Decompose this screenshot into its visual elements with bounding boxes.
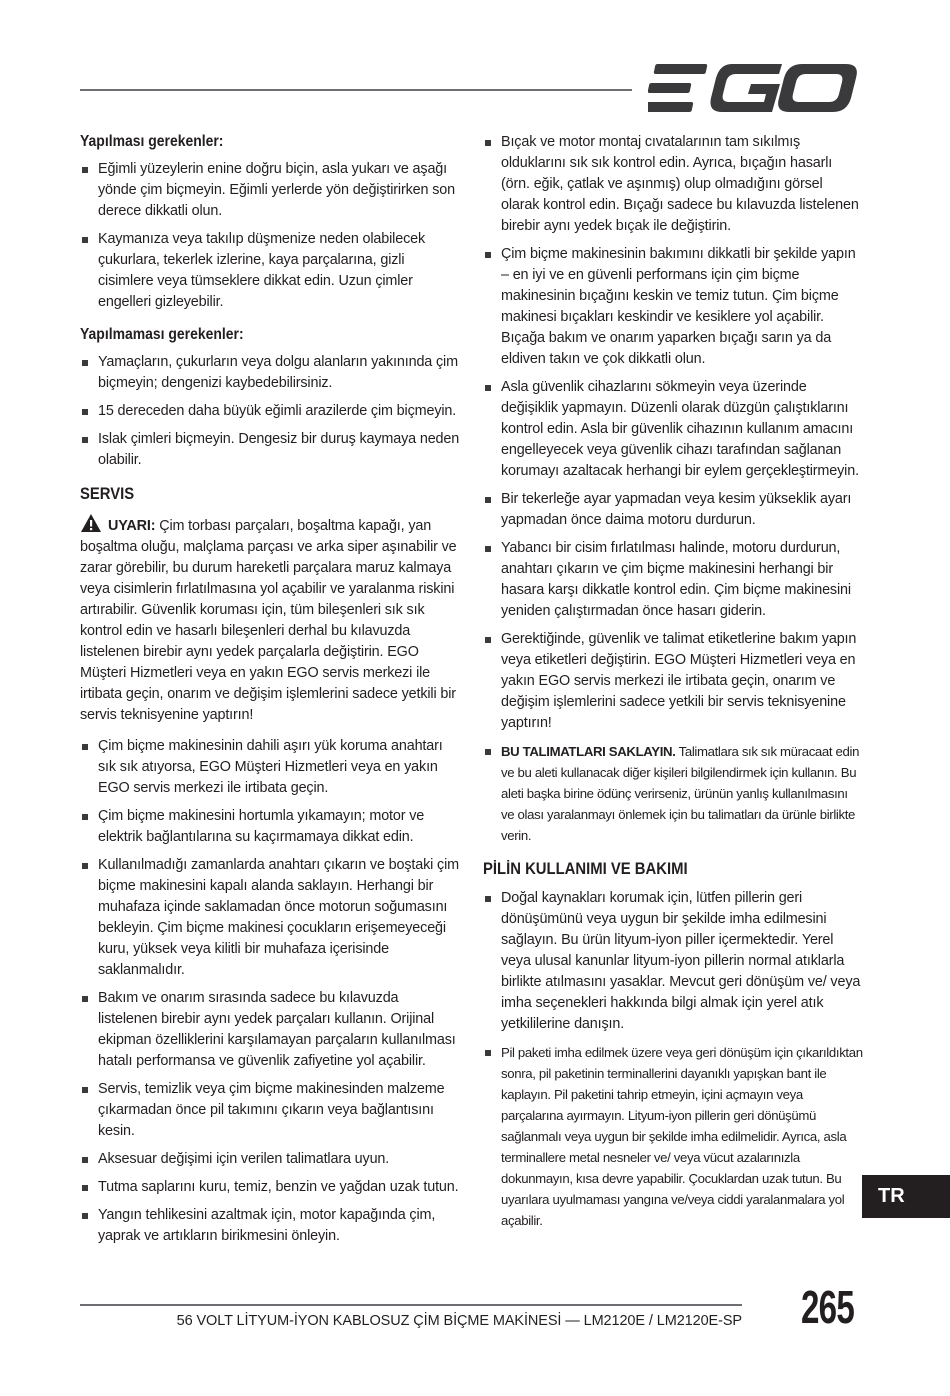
footer-title: 56 VOLT LİTYUM-İYON KABLOSUZ ÇİM BİÇME MAKİNESİ — LM2120E / LM2120E-SP	[176, 1313, 742, 1329]
warning-label: UYARI:	[108, 518, 156, 534]
warning-text: Çim torbası parçaları, boşaltma kapağı, yan boşaltma oluğu, malçlama parçası ve arka siper aşınabilir ve zarar görebilir, bu durum hareketli parçalara maruz kalmaya veya cisimlerin fırlatılmasına yol açabilir ve yaralanma riskini artırabilir. Güvenlik koruması için, tüm bileşenleri sık sık kontrol edin ve hasarlı bileşenleri derhal bu kılavuzda listelenen birebir aynı yedek parçalarla değiştirin. EGO Müşteri Hizmetleri veya en yakın EGO servis merkezi ile irtibata geçin, onarım ve değişim işlemlerini sadece yetkili bir servis teknisyenine yaptırın!	[80, 518, 457, 723]
list-item: Yangın tehlikesini azaltmak için, motor kapağında çim, yaprak ve artıkların birikmesini önleyin.	[80, 1205, 460, 1247]
list-item: Doğal kaynakları korumak için, lütfen pillerin geri dönüşümünü veya uygun bir şekilde imha edilmesini sağlayın. Bu ürün lityum-iyon piller içermektedir. Yerel veya ulusal kanunlar lityum-iyon pillerin normal atıklarla birlikte atılmasını yasaklar. Mevcut geri dönüşüm ve/ veya imha seçenekleri hakkında bilgi almak için yerel atık yetkililerine danışın.	[483, 888, 863, 1035]
service-heading: SERVIS	[80, 485, 135, 503]
dos-heading: Yapılması gerekenler:	[80, 133, 224, 150]
save-instructions-text: Talimatlara sık sık müracaat edin ve bu aleti kullanacak diğer kişileri bilgilendirmek için kullanın. Bu aleti başka birine ödünç verirseniz, ürünün yanlış kullanılmasını ve olası yaralanmayı önlemek için bu talimatları da ürünle birlikte verin.	[501, 744, 860, 843]
donts-heading: Yapılmaması gerekenler:	[80, 326, 244, 343]
list-item: Bıçak ve motor montaj cıvatalarının tam sıkılmış olduklarını sık sık kontrol edin. Ayrıca, bıçağın hasarlı (örn. eğik, çatlak ve aşınmış) olup olmadığını görsel olarak kontrol edin. Bıçağı sadece bu kılavuzda listelenen birebir aynı yedek bıçak ile değiştirin.	[483, 132, 863, 237]
battery-heading: PİLİN KULLANIMI VE BAKIMI	[483, 860, 688, 878]
save-instructions-item	[483, 741, 863, 846]
list-item: Aksesuar değişimi için verilen talimatlara uyun.	[80, 1149, 460, 1170]
list-item: Bakım ve onarım sırasında sadece bu kılavuzda listelenen birebir aynı yedek parçaları kullanın. Orijinal ekipman özelliklerini karşılamayan parçaların kullanılması hatalı performansa ve güvenlik zafiyetine yol açabilir.	[80, 988, 460, 1072]
list-item: Pil paketi imha edilmek üzere veya geri dönüşüm için çıkarıldıktan sonra, pil paketinin terminallerini dayanıklı yapışkan bant ile kaplayın. Pil paketini tahrip etmeyin, içini açmayın veya parçalarına ayırmayın. Lityum-iyon pillerin geri dönüşümü sağlanmalı veya uygun bir şekilde imha edilmelidir. Ayrıca, asla terminallere metal nesneler ve/ veya vücut azalarınızla dokunmayın, kısa devre yapabilir. Çocuklardan uzak tutun. Bu uyarılara uyulmaması yangına ve/veya ciddi yaralanmalara yol açabilir.	[483, 1042, 863, 1231]
list-item: Yabancı bir cisim fırlatılması halinde, motoru durdurun, anahtarı çıkarın ve çim biçme makinesini herhangi bir hasara karşı dikkatle kontrol edin. Çim biçme makinesini yeniden çalıştırmadan önce hasarı giderin.	[483, 538, 863, 622]
list-item: 15 dereceden daha büyük eğimli arazilerde çim biçmeyin.	[80, 401, 460, 422]
donts-list	[80, 352, 460, 471]
battery-list	[483, 888, 863, 1231]
service-warning	[80, 513, 460, 726]
list-item: Kaymanıza veya takılıp düşmenize neden olabilecek çukurlara, tekerlek izlerine, kaya parçalarına, gizli cisimlere veya tümseklere dikkat edin. Uzun çimler engelleri gizleyebilir.	[80, 229, 460, 313]
warning-triangle-icon	[80, 513, 102, 533]
list-item: Çim biçme makinesinin bakımını dikkatli bir şekilde yapın – en iyi ve en güvenli performans için çim biçme makinesinin bıçağını keskin ve temiz tutun. Çim biçme makinesi bıçakları keskindir ve kesiklere yol açabilir. Bıçağa bakım ve onarım yaparken bıçağı sarın ya da eldiven takın ve çok dikkatli olun.	[483, 244, 863, 370]
left-column	[80, 132, 460, 1259]
list-item: Çim biçme makinesini hortumla yıkamayın; motor ve elektrik bağlantılarına su kaçırmamaya dikkat edin.	[80, 806, 460, 848]
footer-rule	[80, 1304, 742, 1306]
list-item: Yamaçların, çukurların veya dolgu alanların yakınında çim biçmeyin; dengenizi kaybedebilirsiniz.	[80, 352, 460, 394]
service-list-continued	[483, 132, 863, 846]
dos-list	[80, 159, 460, 313]
header-rule	[80, 89, 632, 91]
save-instructions-label: BU TALIMATLARI SAKLAYIN.	[501, 744, 676, 759]
list-item: Kullanılmadığı zamanlarda anahtarı çıkarın ve boştaki çim biçme makinesini kapalı alanda saklayın. Herhangi bir muhafaza içinde saklamadan önce motorun soğumasını bekleyin. Çim biçme makinesi çocukların erişemeyeceği kuru, yüksek veya kilitli bir muhafaza içerisinde saklanmalıdır.	[80, 855, 460, 981]
list-item: Gerektiğinde, güvenlik ve talimat etiketlerine bakım yapın veya etiketleri değiştirin. EGO Müşteri Hizmetleri veya en yakın EGO servis merkezi ile irtibata geçin, onarım ve değişim işlemlerini sadece yetkili bir servis teknisyenine yaptırın!	[483, 629, 863, 734]
list-item: Tutma saplarını kuru, temiz, benzin ve yağdan uzak tutun.	[80, 1177, 460, 1198]
ego-logo	[648, 62, 860, 114]
language-tab: TR	[862, 1175, 950, 1218]
list-item: Eğimli yüzeylerin enine doğru biçin, asla yukarı ve aşağı yönde çim biçmeyin. Eğimli yerlerde yön değiştirirken son derece dikkatli olun.	[80, 159, 460, 222]
list-item: Çim biçme makinesinin dahili aşırı yük koruma anahtarı sık sık atıyorsa, EGO Müşteri Hizmetleri veya en yakın EGO servis merkezi ile irtibata geçin.	[80, 736, 460, 799]
list-item: Bir tekerleğe ayar yapmadan veya kesim yükseklik ayarı yapmadan önce daima motoru durdurun.	[483, 489, 863, 531]
right-column	[483, 132, 863, 1243]
list-item: Asla güvenlik cihazlarını sökmeyin veya üzerinde değişiklik yapmayın. Düzenli olarak düzgün çalıştıklarını kontrol edin. Asla bir güvenlik cihazının kullanım amacını engelleyecek veya güvenlik cihazı tarafından sağlanan korumayı azaltacak herhangi bir eylem gerçekleştirmeyin.	[483, 377, 863, 482]
service-list	[80, 736, 460, 1247]
list-item: Servis, temizlik veya çim biçme makinesinden malzeme çıkarmadan önce pil takımını çıkarın veya bağlantısını kesin.	[80, 1079, 460, 1142]
list-item: Islak çimleri biçmeyin. Dengesiz bir duruş kaymaya neden olabilir.	[80, 429, 460, 471]
page-number: 265	[800, 1281, 855, 1333]
